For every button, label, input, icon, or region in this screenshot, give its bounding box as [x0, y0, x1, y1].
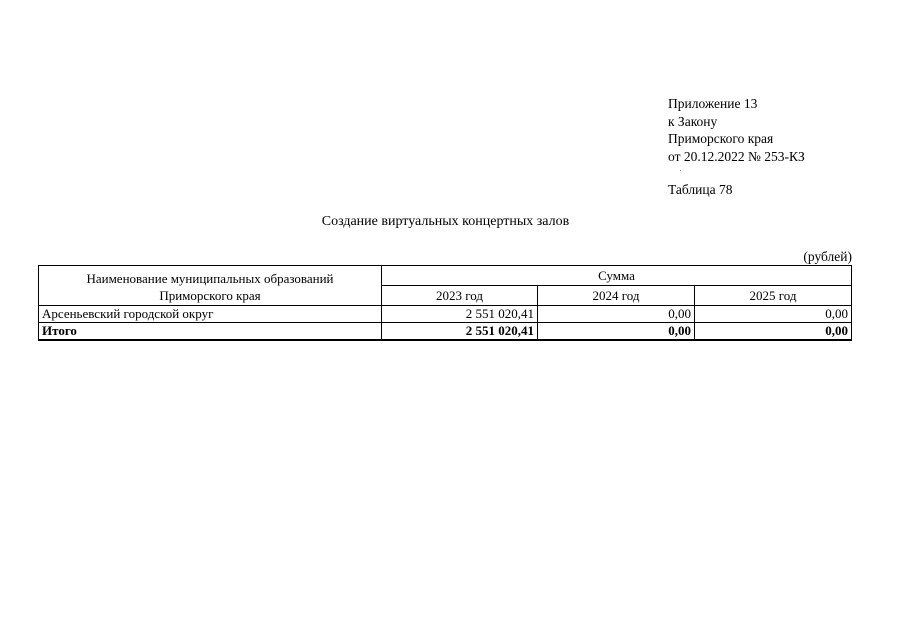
name-header-line: Наименование муниципальных образований	[86, 270, 334, 286]
amount-cell: 0,00	[538, 306, 695, 323]
appendix-line: к Закону	[668, 113, 718, 129]
year-header: 2025 год	[695, 286, 852, 306]
year-header: 2023 год	[382, 286, 538, 306]
total-amount: 0,00	[695, 323, 852, 341]
data-table	[38, 265, 852, 341]
total-row	[39, 323, 852, 341]
name-column-header	[39, 266, 382, 306]
table-row	[39, 306, 852, 323]
sum-header: Сумма	[382, 266, 852, 286]
speck	[680, 170, 681, 171]
municipality-name: Арсеньевский городской округ	[39, 306, 382, 323]
document-title	[0, 214, 905, 230]
amount-cell: 2 551 020,41	[382, 306, 538, 323]
amount-cell: 0,00	[695, 306, 852, 323]
name-header-line: Приморского края	[159, 287, 261, 303]
appendix-line: Приморского края	[668, 131, 774, 146]
table-header-row	[39, 266, 852, 286]
document-title-text: Создание виртуальных концертных залов	[321, 214, 570, 229]
appendix-block	[668, 95, 805, 165]
appendix-line: Приложение 13	[668, 96, 758, 111]
units-label: (рублей)	[803, 249, 852, 264]
total-label: Итого	[39, 323, 382, 341]
total-amount: 2 551 020,41	[382, 323, 538, 341]
appendix-line: от 20.12.2022 № 253-КЗ	[668, 148, 805, 164]
table-number: Таблица 78	[668, 182, 733, 197]
total-amount: 0,00	[538, 323, 695, 341]
year-header: 2024 год	[538, 286, 695, 306]
